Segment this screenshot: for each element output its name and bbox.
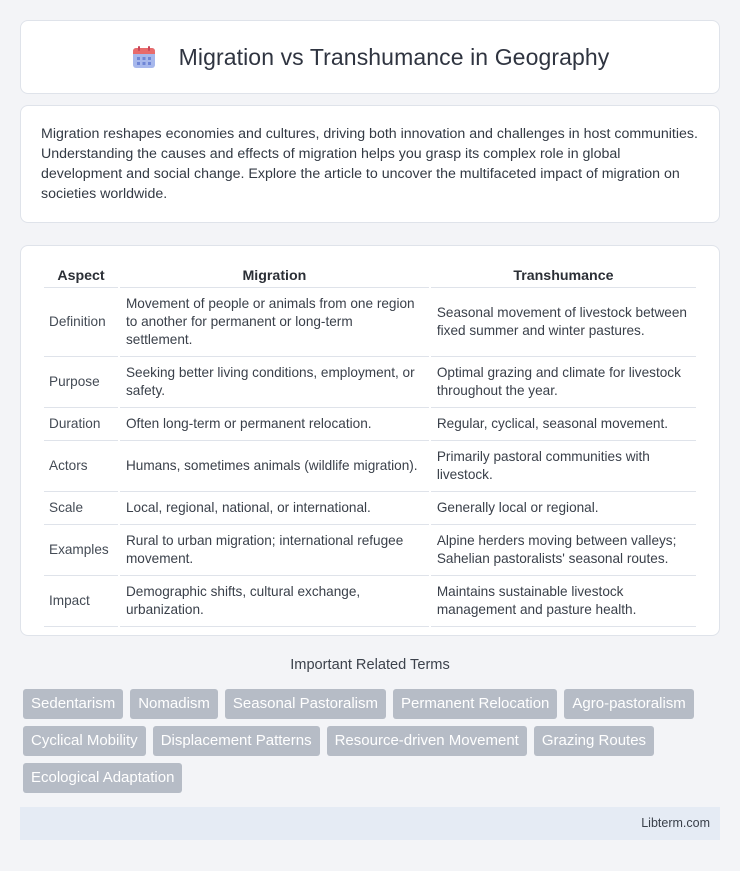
- tag-cyclical-mobility[interactable]: Cyclical Mobility: [23, 726, 146, 756]
- tag-sedentarism[interactable]: Sedentarism: [23, 689, 123, 719]
- tag-permanent-relocation[interactable]: Permanent Relocation: [393, 689, 557, 719]
- table-row: [44, 357, 696, 408]
- cell-migration: Local, regional, national, or international.: [120, 492, 429, 525]
- tag-agro-pastoralism[interactable]: Agro-pastoralism: [564, 689, 693, 719]
- table-row: [44, 525, 696, 576]
- cell-aspect: Impact: [44, 576, 118, 627]
- table-row: [44, 408, 696, 441]
- table-header-row: [44, 264, 696, 288]
- tag-displacement-patterns[interactable]: Displacement Patterns: [153, 726, 320, 756]
- header-transhumance: Transhumance: [431, 264, 696, 288]
- comparison-card: [20, 245, 720, 636]
- cell-transhumance: Regular, cyclical, seasonal movement.: [431, 408, 696, 441]
- cell-transhumance: Generally local or regional.: [431, 492, 696, 525]
- header-aspect: Aspect: [44, 264, 118, 288]
- cell-aspect: Examples: [44, 525, 118, 576]
- cell-migration: Demographic shifts, cultural exchange, urbanization.: [120, 576, 429, 627]
- cell-transhumance: Primarily pastoral communities with livestock.: [431, 441, 696, 492]
- cell-transhumance: Seasonal movement of livestock between fixed summer and winter pastures.: [431, 288, 696, 357]
- intro-text: Migration reshapes economies and cultures, driving both innovation and challenges in host communities. Understanding the causes and effects of migration helps you grasp its complex role in global development and social change. Explore the article to uncover the multifaceted impact of migration on societies worldwide.: [41, 126, 698, 202]
- cell-transhumance: Optimal grazing and climate for livestock throughout the year.: [431, 357, 696, 408]
- cell-migration: Humans, sometimes animals (wildlife migration).: [120, 441, 429, 492]
- header-card: [20, 20, 720, 94]
- cell-migration: Often long-term or permanent relocation.: [120, 408, 429, 441]
- related-terms-list: [23, 689, 713, 800]
- cell-aspect: Definition: [44, 288, 118, 357]
- cell-transhumance: Maintains sustainable livestock management and pasture health.: [431, 576, 696, 627]
- tag-ecological-adaptation[interactable]: Ecological Adaptation: [23, 763, 182, 793]
- cell-aspect: Scale: [44, 492, 118, 525]
- cell-aspect: Purpose: [44, 357, 118, 408]
- footer-site-link[interactable]: Libterm.com: [641, 816, 710, 830]
- tag-resource-driven-movement[interactable]: Resource-driven Movement: [327, 726, 527, 756]
- table-row: [44, 576, 696, 627]
- cell-migration: Movement of people or animals from one region to another for permanent or long-term settlement.: [120, 288, 429, 357]
- header-migration: Migration: [120, 264, 429, 288]
- intro-card: [20, 105, 720, 223]
- cell-aspect: Duration: [44, 408, 118, 441]
- table-row: [44, 492, 696, 525]
- table-row: [44, 441, 696, 492]
- page-title: Migration vs Transhumance in Geography: [178, 43, 610, 70]
- tag-nomadism[interactable]: Nomadism: [130, 689, 218, 719]
- tag-grazing-routes[interactable]: Grazing Routes: [534, 726, 654, 756]
- cell-aspect: Actors: [44, 441, 118, 492]
- footer: [20, 807, 720, 840]
- table-row: [44, 288, 696, 357]
- cell-migration: Seeking better living conditions, employment, or safety.: [120, 357, 429, 408]
- tag-seasonal-pastoralism[interactable]: Seasonal Pastoralism: [225, 689, 386, 719]
- related-terms-title: Important Related Terms: [290, 657, 450, 673]
- calendar-grid-icon: [131, 44, 157, 70]
- cell-transhumance: Alpine herders moving between valleys; Sahelian pastoralists' seasonal routes.: [431, 525, 696, 576]
- comparison-table: [42, 264, 698, 627]
- cell-migration: Rural to urban migration; international refugee movement.: [120, 525, 429, 576]
